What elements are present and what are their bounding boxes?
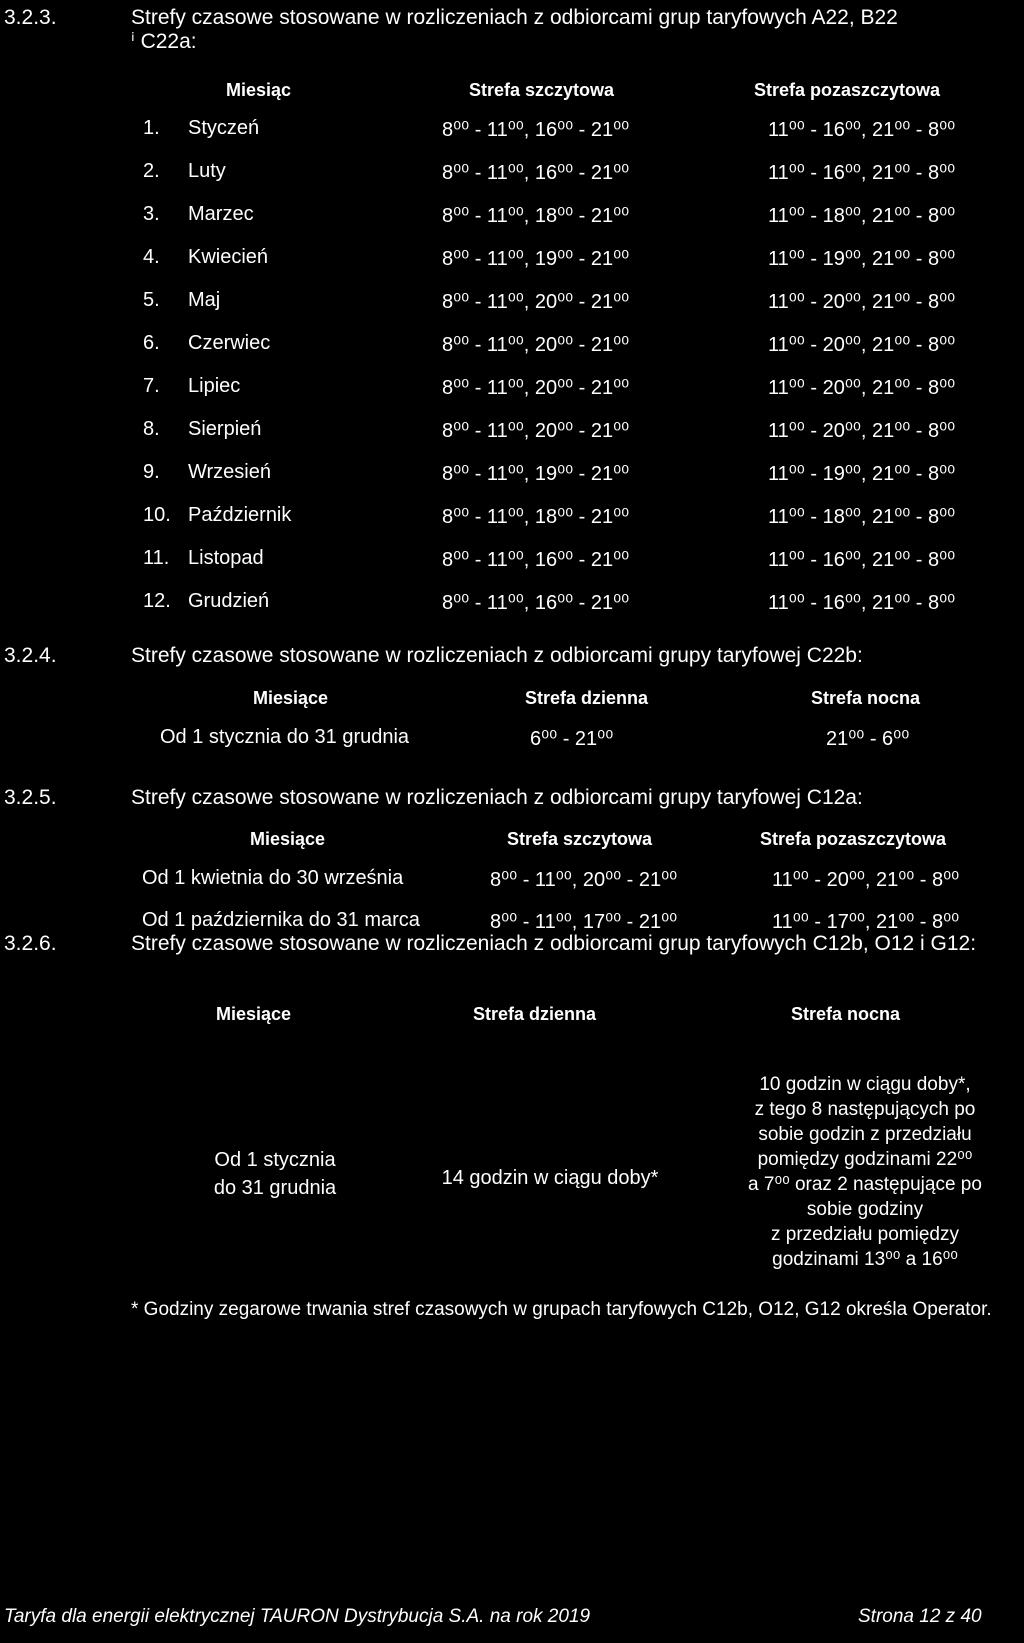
table-row xyxy=(0,117,1024,149)
row-number: 5. xyxy=(143,289,160,311)
cell-period xyxy=(180,1146,370,1202)
cell-period: Od 1 października do 31 marca xyxy=(142,909,420,931)
table-row xyxy=(0,504,1024,536)
cell-month: Październik xyxy=(188,504,292,526)
cell-peak: 8⁰⁰ - 11⁰⁰, 18⁰⁰ - 21⁰⁰ xyxy=(442,205,630,227)
cell-peak: 8⁰⁰ - 11⁰⁰, 20⁰⁰ - 21⁰⁰ xyxy=(442,377,630,399)
section-number: 3.2.3. xyxy=(4,6,57,29)
header-night: Strefa nocna xyxy=(791,1004,901,1024)
table-row xyxy=(0,375,1024,407)
cell-offpeak: 11⁰⁰ - 16⁰⁰, 21⁰⁰ - 8⁰⁰ xyxy=(768,119,956,141)
cell-peak: 8⁰⁰ - 11⁰⁰, 20⁰⁰ - 21⁰⁰ xyxy=(442,291,630,313)
section-number: 3.2.4. xyxy=(4,644,57,667)
cell-peak: 8⁰⁰ - 11⁰⁰, 18⁰⁰ - 21⁰⁰ xyxy=(442,506,630,528)
cell-month: Listopad xyxy=(188,547,264,569)
table-row xyxy=(0,332,1024,364)
page-number: Strona 12 z 40 xyxy=(858,1606,982,1627)
cell-night-line: a 7⁰⁰ oraz 2 następujące po xyxy=(748,1174,982,1195)
header-day: Strefa dzienna xyxy=(473,1004,597,1024)
header-night: Strefa nocna xyxy=(811,688,921,708)
cell-offpeak: 11⁰⁰ - 19⁰⁰, 21⁰⁰ - 8⁰⁰ xyxy=(768,248,956,270)
table-row xyxy=(0,726,1024,758)
cell-night xyxy=(720,1072,1010,1272)
cell-peak: 8⁰⁰ - 11⁰⁰, 20⁰⁰ - 21⁰⁰ xyxy=(442,420,630,442)
cell-offpeak: 11⁰⁰ - 17⁰⁰, 21⁰⁰ - 8⁰⁰ xyxy=(772,911,960,933)
cell-period: Od 1 stycznia do 31 grudnia xyxy=(160,726,410,748)
cell-offpeak: 11⁰⁰ - 18⁰⁰, 21⁰⁰ - 8⁰⁰ xyxy=(768,205,956,227)
cell-offpeak: 11⁰⁰ - 20⁰⁰, 21⁰⁰ - 8⁰⁰ xyxy=(772,869,960,891)
table-row xyxy=(0,547,1024,579)
cell-period-line: Od 1 stycznia xyxy=(214,1149,336,1171)
cell-peak: 8⁰⁰ - 11⁰⁰, 19⁰⁰ - 21⁰⁰ xyxy=(442,463,630,485)
cell-peak: 8⁰⁰ - 11⁰⁰, 16⁰⁰ - 21⁰⁰ xyxy=(442,162,630,184)
row-number: 9. xyxy=(143,461,160,483)
cell-day: 6⁰⁰ - 21⁰⁰ xyxy=(530,728,614,750)
table-row xyxy=(0,418,1024,450)
row-number: 10. xyxy=(143,504,171,526)
cell-night-line: sobie godziny xyxy=(806,1199,924,1220)
section-heading: Strefy czasowe stosowane w rozliczeniach z odbiorcami grupy taryfowej C22b: xyxy=(131,644,863,667)
cell-month: Maj xyxy=(188,289,221,311)
table-row xyxy=(0,203,1024,235)
cell-offpeak: 11⁰⁰ - 16⁰⁰, 21⁰⁰ - 8⁰⁰ xyxy=(768,162,956,184)
row-number: 8. xyxy=(143,418,160,440)
cell-peak: 8⁰⁰ - 11⁰⁰, 20⁰⁰ - 21⁰⁰ xyxy=(442,334,630,356)
cell-peak: 8⁰⁰ - 11⁰⁰, 19⁰⁰ - 21⁰⁰ xyxy=(442,248,630,270)
cell-offpeak: 11⁰⁰ - 20⁰⁰, 21⁰⁰ - 8⁰⁰ xyxy=(768,334,956,356)
cell-offpeak: 11⁰⁰ - 20⁰⁰, 21⁰⁰ - 8⁰⁰ xyxy=(768,420,956,442)
header-months: Miesiące xyxy=(253,688,329,708)
cell-peak: 8⁰⁰ - 11⁰⁰, 16⁰⁰ - 21⁰⁰ xyxy=(442,549,630,571)
header-months: Miesiące xyxy=(250,829,326,849)
table-row xyxy=(0,289,1024,321)
cell-month: Czerwiec xyxy=(188,332,271,354)
header-offpeak: Strefa pozaszczytowa xyxy=(760,829,947,849)
footer-title: Taryfa dla energii elektrycznej TAURON Dystrybucja S.A. na rok 2019 xyxy=(4,1606,591,1627)
cell-night-line: 10 godzin w ciągu doby*, xyxy=(759,1074,971,1095)
row-number: 1. xyxy=(143,117,160,139)
table-row xyxy=(0,160,1024,192)
section-heading-line: ⁱ C22a: xyxy=(131,30,197,53)
section-number: 3.2.5. xyxy=(4,786,57,809)
cell-month: Styczeń xyxy=(188,117,260,139)
section-heading-line: Strefy czasowe stosowane w rozliczeniach z odbiorcami grup taryfowych A22, B22 xyxy=(131,6,898,29)
cell-offpeak: 11⁰⁰ - 16⁰⁰, 21⁰⁰ - 8⁰⁰ xyxy=(768,549,956,571)
section-number: 3.2.6. xyxy=(4,932,57,955)
cell-peak: 8⁰⁰ - 11⁰⁰, 20⁰⁰ - 21⁰⁰ xyxy=(490,869,678,891)
row-number: 7. xyxy=(143,375,160,397)
table-row xyxy=(0,590,1024,622)
cell-peak: 8⁰⁰ - 11⁰⁰, 17⁰⁰ - 21⁰⁰ xyxy=(490,911,678,933)
row-number: 3. xyxy=(143,203,160,225)
cell-offpeak: 11⁰⁰ - 16⁰⁰, 21⁰⁰ - 8⁰⁰ xyxy=(768,592,956,614)
header-offpeak: Strefa pozaszczytowa xyxy=(754,80,941,100)
cell-month: Sierpień xyxy=(188,418,262,440)
cell-offpeak: 11⁰⁰ - 20⁰⁰, 21⁰⁰ - 8⁰⁰ xyxy=(768,377,956,399)
section-heading: Strefy czasowe stosowane w rozliczeniach z odbiorcami grupy taryfowej C12a: xyxy=(131,786,863,809)
header-peak: Strefa szczytowa xyxy=(507,829,653,849)
cell-period: Od 1 kwietnia do 30 września xyxy=(142,867,404,889)
section-heading xyxy=(131,6,1019,54)
cell-month: Marzec xyxy=(188,203,254,225)
cell-night-line: z tego 8 następujących po xyxy=(754,1099,976,1120)
cell-offpeak: 11⁰⁰ - 20⁰⁰, 21⁰⁰ - 8⁰⁰ xyxy=(768,291,956,313)
cell-peak: 8⁰⁰ - 11⁰⁰, 16⁰⁰ - 21⁰⁰ xyxy=(442,592,630,614)
header-months: Miesiące xyxy=(216,1004,292,1024)
cell-night-line: pomiędzy godzinami 22⁰⁰ xyxy=(757,1149,973,1170)
cell-night: 21⁰⁰ - 6⁰⁰ xyxy=(826,728,910,750)
cell-month: Lipiec xyxy=(188,375,241,397)
row-number: 12. xyxy=(143,590,171,612)
header-peak: Strefa szczytowa xyxy=(469,80,615,100)
section-heading: Strefy czasowe stosowane w rozliczeniach z odbiorcami grup taryfowych C12b, O12 i G12: xyxy=(131,932,977,955)
cell-night-line: sobie godzin z przedziału xyxy=(758,1124,972,1145)
cell-night-line: z przedziału pomiędzy xyxy=(771,1224,959,1245)
cell-month: Kwiecień xyxy=(188,246,269,268)
cell-peak: 8⁰⁰ - 11⁰⁰, 16⁰⁰ - 21⁰⁰ xyxy=(442,119,630,141)
row-number: 2. xyxy=(143,160,160,182)
row-number: 6. xyxy=(143,332,160,354)
row-number: 4. xyxy=(143,246,160,268)
cell-month: Wrzesień xyxy=(188,461,271,483)
cell-month: Grudzień xyxy=(188,590,270,612)
cell-offpeak: 11⁰⁰ - 19⁰⁰, 21⁰⁰ - 8⁰⁰ xyxy=(768,463,956,485)
cell-month: Luty xyxy=(188,160,226,182)
header-month: Miesiąc xyxy=(226,80,292,100)
header-day: Strefa dzienna xyxy=(525,688,649,708)
table-row xyxy=(0,867,1024,899)
cell-period-line: do 31 grudnia xyxy=(213,1177,337,1199)
cell-offpeak: 11⁰⁰ - 18⁰⁰, 21⁰⁰ - 8⁰⁰ xyxy=(768,506,956,528)
row-number: 11. xyxy=(143,547,170,569)
cell-night-line: godzinami 13⁰⁰ a 16⁰⁰ xyxy=(772,1249,958,1270)
footnote: * Godziny zegarowe trwania stref czasowych w grupach taryfowych C12b, O12, G12 określa Operator. xyxy=(131,1299,992,1320)
table-row xyxy=(0,461,1024,493)
cell-day: 14 godzin w ciągu doby* xyxy=(441,1167,659,1189)
table-row xyxy=(0,246,1024,278)
